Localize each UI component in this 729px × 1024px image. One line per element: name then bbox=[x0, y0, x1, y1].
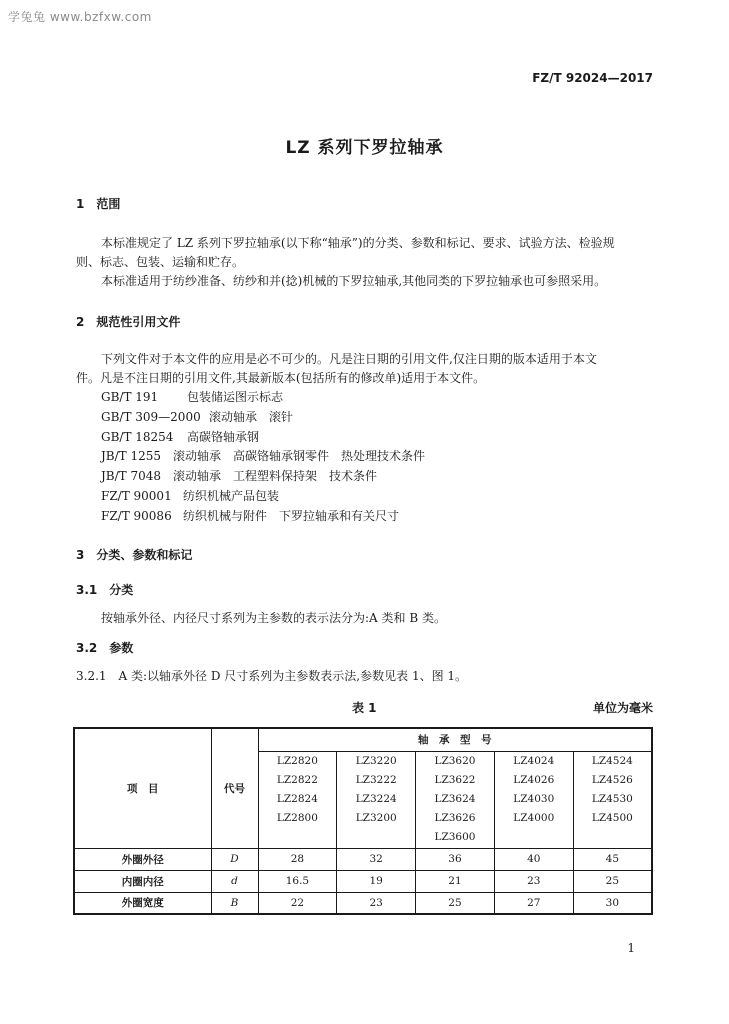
section-2-heading: 2 规范性引用文件 bbox=[76, 315, 181, 329]
header-models: 轴 承 型 号 bbox=[258, 728, 652, 751]
section-3-heading: 3 分类、参数和标记 bbox=[76, 548, 193, 562]
section-3-1-heading: 3.1 分类 bbox=[76, 583, 134, 597]
model-code: LZ3224 bbox=[355, 793, 397, 805]
row-value: 22 bbox=[258, 892, 337, 914]
row-code: B bbox=[211, 892, 258, 914]
model-code: LZ4030 bbox=[513, 793, 555, 805]
model-code: LZ3624 bbox=[434, 793, 476, 805]
section-2-intro-line1: 下列文件对于本文件的应用是必不可少的。凡是注日期的引用文件,仅注日期的版本适用于本文 bbox=[101, 352, 597, 366]
reference-title: 纺织机械与附件 下罗拉轴承和有关尺寸 bbox=[183, 509, 400, 523]
watermark: 学兔兔 www.bzfxw.com bbox=[8, 10, 152, 24]
row-value: 23 bbox=[494, 870, 573, 892]
reference-item bbox=[101, 447, 425, 464]
row-value: 36 bbox=[416, 848, 495, 870]
section-1-para1-line1: 本标准规定了 LZ 系列下罗拉轴承(以下称“轴承”)的分类、参数和标记、要求、试验方法、检验规 bbox=[101, 236, 615, 250]
model-column bbox=[573, 751, 652, 848]
model-column bbox=[494, 751, 573, 848]
section-3-2-1-text: 3.2.1 A 类:以轴承外径 D 尺寸系列为主参数表示法,参数见表 1、图 1。 bbox=[76, 669, 468, 683]
reference-code: GB/T 191 bbox=[101, 390, 159, 404]
reference-item bbox=[101, 507, 399, 524]
header-item: 项 目 bbox=[74, 728, 211, 848]
reference-title: 滚动轴承 高碳铬轴承钢零件 热处理技术条件 bbox=[173, 449, 426, 463]
reference-title: 滚动轴承 工程塑料保持架 技术条件 bbox=[173, 469, 378, 483]
reference-code: JB/T 7048 bbox=[101, 469, 162, 483]
row-value: 32 bbox=[337, 848, 416, 870]
page-number: 1 bbox=[627, 941, 635, 955]
reference-code: GB/T 309—2000 bbox=[101, 410, 201, 424]
reference-title: 滚动轴承 滚针 bbox=[209, 410, 294, 424]
reference-code: FZ/T 90001 bbox=[101, 489, 172, 503]
model-code: LZ4000 bbox=[513, 812, 555, 824]
model-code: LZ3620 bbox=[434, 755, 476, 767]
row-value: 23 bbox=[337, 892, 416, 914]
section-2-intro-line2: 件。凡是不注日期的引用文件,其最新版本(包括所有的修改单)适用于本文件。 bbox=[76, 371, 486, 385]
reference-code: FZ/T 90086 bbox=[101, 509, 172, 523]
section-3-2-heading: 3.2 参数 bbox=[76, 641, 134, 655]
reference-title: 纺织机械产品包装 bbox=[183, 489, 280, 503]
row-value: 16.5 bbox=[258, 870, 337, 892]
row-name: 内圈内径 bbox=[74, 870, 211, 892]
model-code: LZ4026 bbox=[513, 774, 555, 786]
model-code: LZ4526 bbox=[591, 774, 633, 786]
model-code: LZ2800 bbox=[276, 812, 318, 824]
table-row bbox=[74, 892, 652, 914]
model-code: LZ4500 bbox=[591, 812, 633, 824]
model-code: LZ3220 bbox=[355, 755, 397, 767]
model-column bbox=[416, 751, 495, 848]
reference-title: 高碳铬轴承钢 bbox=[187, 430, 260, 444]
model-code: LZ3200 bbox=[355, 812, 397, 824]
row-value: 27 bbox=[494, 892, 573, 914]
document-title: LZ 系列下罗拉轴承 bbox=[285, 138, 444, 158]
row-value: 40 bbox=[494, 848, 573, 870]
model-code: LZ3626 bbox=[434, 812, 476, 824]
row-code: D bbox=[211, 848, 258, 870]
model-code: LZ2820 bbox=[276, 755, 318, 767]
model-code: LZ2822 bbox=[276, 774, 318, 786]
model-code: LZ4524 bbox=[591, 755, 633, 767]
reference-item bbox=[101, 408, 293, 425]
row-value: 30 bbox=[573, 892, 652, 914]
standard-number: FZ/T 92024—2017 bbox=[532, 71, 653, 85]
header-code: 代号 bbox=[211, 728, 258, 848]
parameter-table bbox=[73, 727, 653, 915]
row-name: 外圈宽度 bbox=[74, 892, 211, 914]
model-code: LZ3600 bbox=[434, 831, 476, 843]
row-value: 45 bbox=[573, 848, 652, 870]
reference-code: JB/T 1255 bbox=[101, 449, 162, 463]
reference-code: GB/T 18254 bbox=[101, 430, 174, 444]
model-code: LZ2824 bbox=[276, 793, 318, 805]
row-code: d bbox=[211, 870, 258, 892]
row-value: 25 bbox=[416, 892, 495, 914]
reference-item bbox=[101, 388, 283, 405]
section-1-para2: 本标准适用于纺纱准备、纺纱和并(捻)机械的下罗拉轴承,其他同类的下罗拉轴承也可参照采用。 bbox=[101, 274, 607, 288]
table-row bbox=[74, 870, 652, 892]
reference-title: 包装储运图示标志 bbox=[187, 390, 284, 404]
model-column bbox=[337, 751, 416, 848]
section-3-1-text: 按轴承外径、内径尺寸系列为主参数的表示法分为:A 类和 B 类。 bbox=[101, 611, 446, 625]
model-code: LZ3222 bbox=[355, 774, 397, 786]
row-value: 21 bbox=[416, 870, 495, 892]
table-row bbox=[74, 848, 652, 870]
row-name: 外圈外径 bbox=[74, 848, 211, 870]
reference-item bbox=[101, 467, 377, 484]
table-unit: 单位为毫米 bbox=[592, 701, 653, 715]
model-code: LZ4024 bbox=[513, 755, 555, 767]
table-caption: 表 1 bbox=[352, 701, 377, 715]
row-value: 28 bbox=[258, 848, 337, 870]
reference-item bbox=[101, 428, 259, 445]
section-1-para1-line2: 则、标志、包装、运输和贮存。 bbox=[76, 255, 245, 269]
row-value: 19 bbox=[337, 870, 416, 892]
row-value: 25 bbox=[573, 870, 652, 892]
model-code: LZ4530 bbox=[591, 793, 633, 805]
model-column bbox=[258, 751, 337, 848]
reference-item bbox=[101, 487, 279, 504]
model-code: LZ3622 bbox=[434, 774, 476, 786]
section-1-heading: 1 范围 bbox=[76, 197, 121, 211]
